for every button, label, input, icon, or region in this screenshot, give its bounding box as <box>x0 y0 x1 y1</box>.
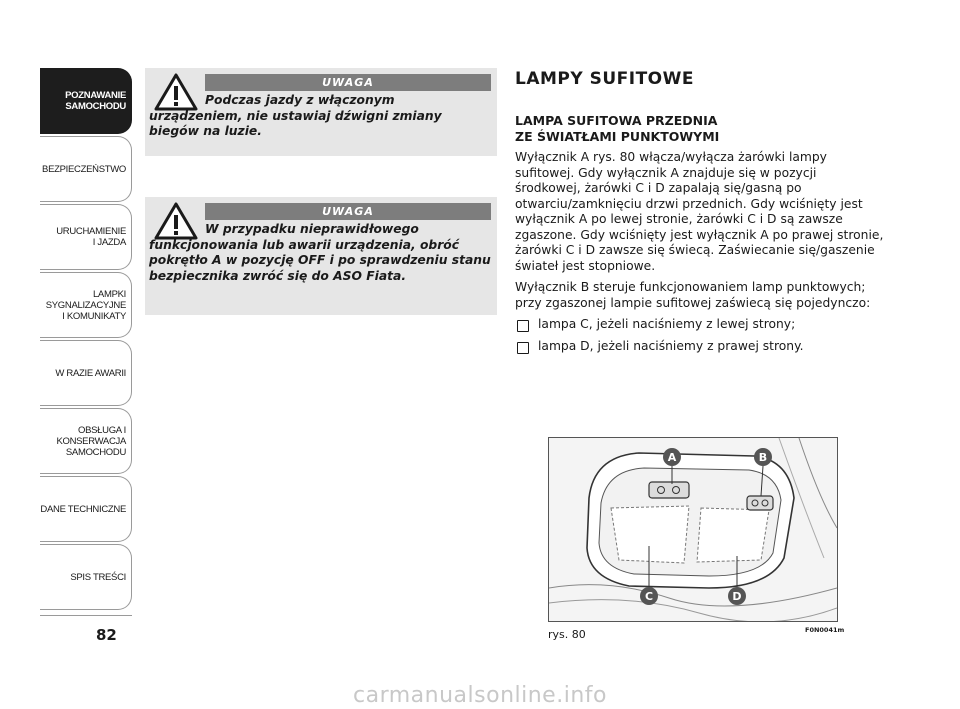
tab-lampki-sygnalizacyjne[interactable] <box>40 272 132 338</box>
warning-text: W przypadku nieprawidłowego funkcjonowania lub awarii urządzenia, obróć pokrętło A w pozycję OFF i po sprawdzeniu stanu bezpiecznika zwróć się do ASO Fiata. <box>149 222 491 283</box>
list-item <box>515 339 885 355</box>
tab-uruchamienie-i-jazda[interactable] <box>40 204 132 270</box>
checkbox-bullet-icon <box>517 342 529 354</box>
callout-c: C <box>644 590 654 603</box>
paragraph: Wyłącznik B steruje funkcjonowaniem lamp punktowych; przy zgaszonej lampie sufitowej zaświecą się pojedynczo: <box>515 280 871 310</box>
watermark: carmanualsonline.info <box>353 683 607 708</box>
tab-label: SPIS TREŚCI <box>70 571 126 583</box>
tab-dane-techniczne[interactable] <box>40 476 132 542</box>
callout-a: A <box>667 451 677 464</box>
tab-obsluga-i-konserwacja[interactable] <box>40 408 132 474</box>
main-content <box>515 66 885 360</box>
ceiling-lamp-illustration <box>549 438 837 621</box>
tab-label: LAMPKI SYGNALIZACYJNE I KOMUNIKATY <box>45 288 126 322</box>
tab-label: BEZPIECZEŃSTWO <box>42 163 126 175</box>
list-item-text: lampa D, jeżeli naciśniemy z prawej strony. <box>538 338 804 353</box>
warning-banner: UWAGA <box>205 74 491 91</box>
tab-w-razie-awarii[interactable] <box>40 340 132 406</box>
warning-banner: UWAGA <box>205 203 491 220</box>
tab-divider <box>40 615 132 616</box>
callout-d: D <box>732 590 742 603</box>
tab-poznawanie-samochodu[interactable] <box>40 68 132 134</box>
list-item-text: lampa C, jeżeli naciśniemy z lewej strony; <box>538 317 796 331</box>
subsection-title: LAMPA SUFITOWA PRZEDNIA ZE ŚWIATŁAMI PUNKTOWYMI <box>515 113 720 144</box>
section-title: LAMPY SUFITOWE <box>515 69 694 89</box>
page-number: 82 <box>96 626 117 644</box>
tab-label: W RAZIE AWARII <box>55 367 126 379</box>
callout-b: B <box>758 451 768 464</box>
paragraph: Wyłącznik A rys. 80 włącza/wyłącza żarówki lampy sufitowej. Gdy wyłącznik A znajduje się w pozycji środkowej, żarówki C i D zapalają się/gasną po otwarciu/zamknięciu drzwi przednich. Gdy wciśnięty jest wyłącznik A po lewej stronie, żarówki C i D są zawsze zgaszone. Gdy wciśnięty jest wyłącznik A po prawej stronie, żarówki C i D zawsze się świecą. Zaświecanie się/gaszenie świateł jest stopniowe. <box>515 150 884 273</box>
tab-label: DANE TECHNICZNE <box>40 503 126 515</box>
warning-box <box>145 197 497 315</box>
figure-caption: rys. 80 <box>548 628 586 641</box>
tab-bezpieczenstwo[interactable] <box>40 136 132 202</box>
section-tabs <box>40 68 132 612</box>
tab-label: URUCHAMIENIE I JAZDA <box>56 226 126 248</box>
warning-text: Podczas jazdy z włączonym urządzeniem, nie ustawiaj dźwigni zmiany biegów na luzie. <box>149 93 442 138</box>
figure-code: F0N0041m <box>805 626 845 634</box>
list-item <box>515 317 885 333</box>
tab-spis-tresci[interactable] <box>40 544 132 610</box>
warning-box <box>145 68 497 156</box>
tab-label: POZNAWANIE SAMOCHODU <box>65 90 126 112</box>
tab-label: OBSŁUGA I KONSERWACJA SAMOCHODU <box>56 424 126 458</box>
figure-ceiling-lamp <box>548 437 838 622</box>
checkbox-bullet-icon <box>517 320 529 332</box>
